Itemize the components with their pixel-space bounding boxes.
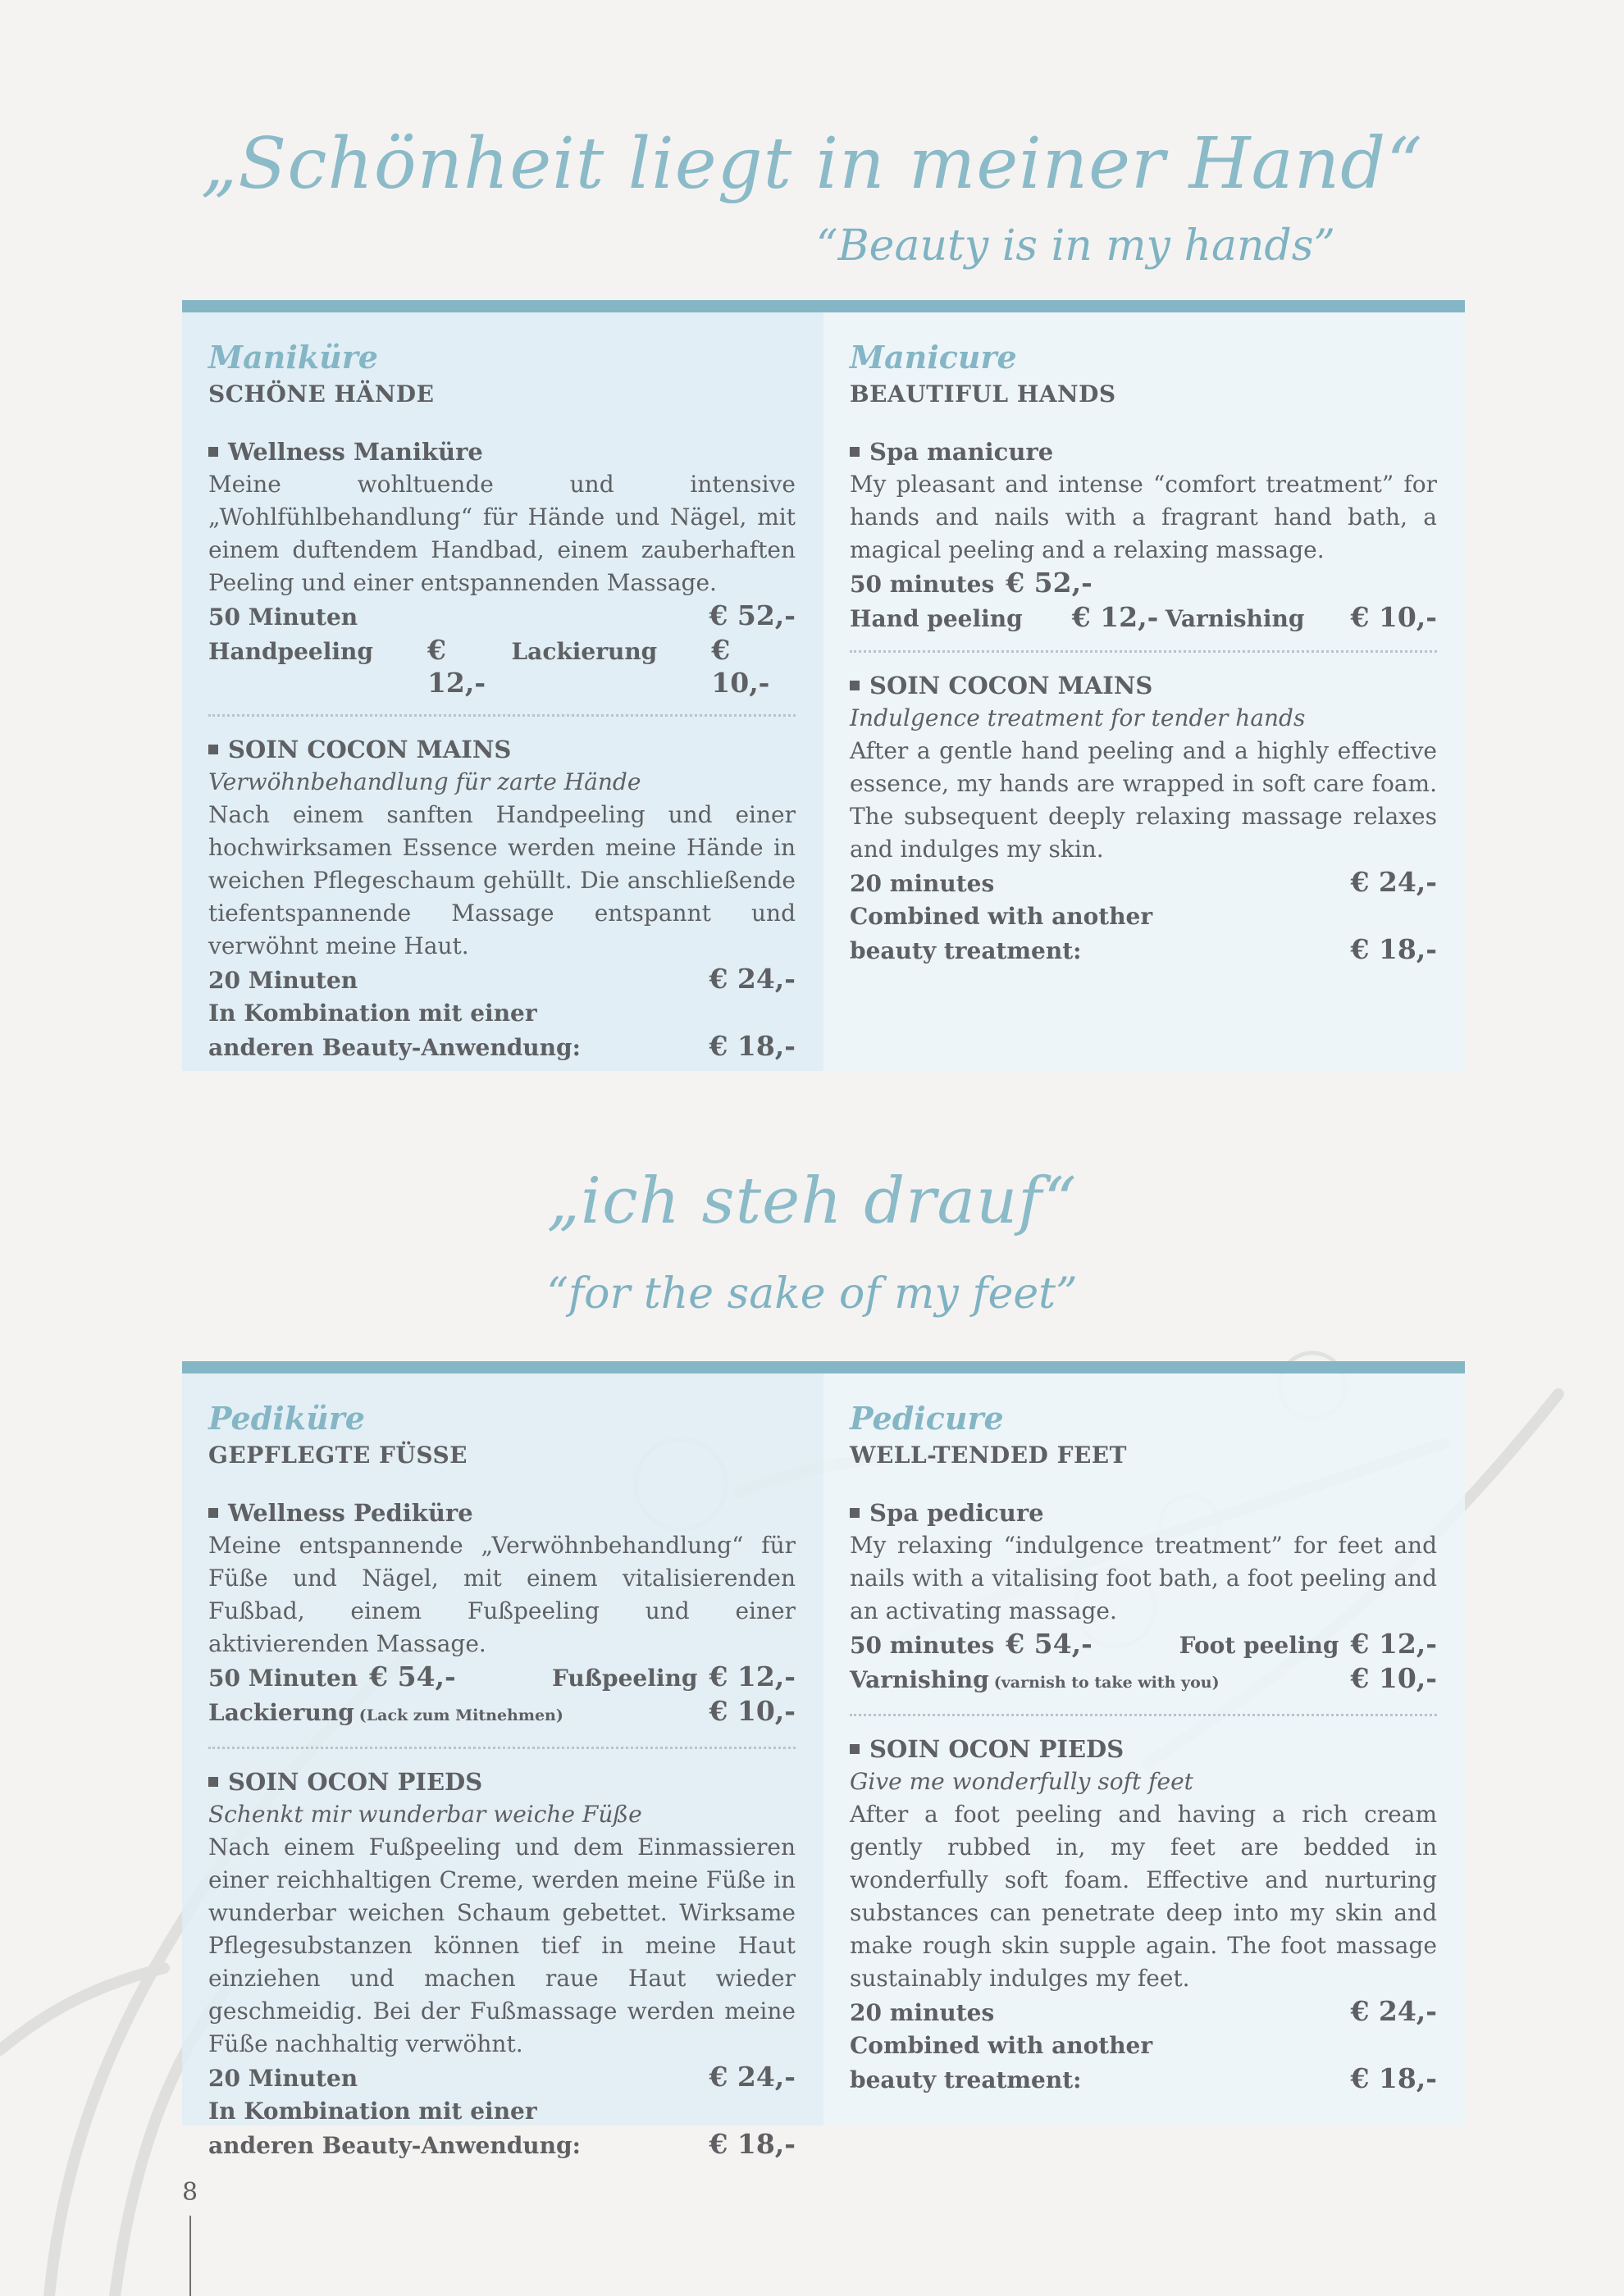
combo-row: anderen Beauty-Anwendung: € 18,- (208, 1030, 796, 1062)
section-title: Manicure (850, 339, 1017, 376)
treatment-name: SOIN OCON PIEDS (208, 1765, 796, 1798)
manicure-section (182, 300, 1465, 1071)
treatment-description: Nach einem sanften Handpeeling und einer hochwirksamen Essence werden meine Hände in weichen Pflegeschaum gehüllt. Die anschließende tiefentspannende Massage entspannt und verwöhnt meine Haut. (208, 801, 796, 959)
treatment-description: After a gentle hand peeling and a highly effective essence, my hands are wrapped in soft care foam. The subsequent deeply relaxing massage relaxes and indulges my skin. (850, 737, 1437, 863)
bullet-icon (850, 447, 860, 457)
treatment-description: Meine wohltuende und intensive „Wohlfühlbehandlung“ für Hände und Nägel, mit einem duftendem Handbad, einem zauberhaften Peeling und einer entspannenden Massage. (208, 471, 796, 596)
bullet-icon (208, 745, 218, 754)
combo-row: beauty treatment: € 18,- (850, 933, 1437, 965)
treatment-name: Spa manicure (850, 435, 1437, 468)
price-row: 50 Minuten € 52,- (208, 599, 796, 631)
combo-row: In Kombination mit einer (208, 2098, 537, 2125)
price-row: 20 minutes € 24,- (850, 1995, 1437, 2027)
extras-row: Handpeeling € 12,- Lackierung € 10,- (208, 634, 770, 699)
combo-row: In Kombination mit einer (208, 1000, 537, 1027)
price-row: 20 Minuten € 24,- (208, 963, 796, 995)
divider (850, 650, 1437, 653)
bullet-icon (208, 1508, 218, 1518)
pedicure-en-panel (823, 1374, 1465, 2125)
section-subtitle: BEAUTIFUL HANDS (850, 380, 1116, 408)
pedicure-section (182, 1361, 1465, 2160)
treatment-description: My relaxing “indulgence treatment” for feet and nails with a vitalising foot bath, a foot peeling and an activating massage. (850, 1532, 1437, 1624)
divider (850, 1714, 1437, 1716)
headline-script-feet: „ich steh drauf“ (546, 1164, 1078, 1238)
price-row: 50 Minuten € 54,- Fußpeeling € 12,- (208, 1660, 796, 1692)
price-row: 20 minutes € 24,- (850, 866, 1437, 898)
treatment-description: Meine entspannende „Verwöhnbehandlung“ für Füße und Nägel, mit einem vitalisierenden Fußbad, einem Fußpeeling und einer aktivierenden Massage. (208, 1532, 796, 1657)
section-title: Pediküre (208, 1400, 365, 1437)
treatment-name: Wellness Pediküre (208, 1496, 796, 1529)
price-row: 50 minutes € 52,- (850, 567, 1093, 599)
treatment-tagline: Indulgence treatment for tender hands (850, 704, 1306, 731)
treatment-tagline: Give me wonderfully soft feet (850, 1768, 1193, 1795)
treatment-tagline: Schenkt mir wunderbar weiche Füße (208, 1801, 642, 1828)
page-number-rule (189, 2216, 191, 2296)
treatment-tagline: Verwöhnbehandlung für zarte Hände (208, 768, 641, 795)
treatment-name: Wellness Maniküre (208, 435, 796, 468)
divider (208, 1747, 796, 1749)
treatment-description: My pleasant and intense “comfort treatment” for hands and nails with a fragrant hand bath, a magical peeling and a relaxing massage. (850, 471, 1437, 563)
headline-sub-feet: “for the sake of my feet” (546, 1269, 1078, 1319)
combo-row: Combined with another (850, 2032, 1153, 2059)
page-number: 8 (182, 2178, 198, 2207)
section-title: Pedicure (850, 1400, 1004, 1437)
section-subtitle: GEPFLEGTE FÜSSE (208, 1442, 468, 1469)
bullet-icon (850, 681, 860, 690)
treatment-name: SOIN COCON MAINS (208, 733, 796, 766)
bullet-icon (208, 1777, 218, 1787)
bullet-icon (850, 1508, 860, 1518)
bullet-icon (208, 447, 218, 457)
extras-row: Varnishing (varnish to take with you) € 10,- (850, 1662, 1437, 1694)
extras-row: Lackierung (Lack zum Mitnehmen) € 10,- (208, 1695, 796, 1727)
bullet-icon (850, 1744, 860, 1754)
manicure-en-panel (823, 312, 1465, 1071)
price-row: 20 Minuten € 24,- (208, 2061, 796, 2093)
treatment-name: Spa pedicure (850, 1496, 1437, 1529)
combo-row: Combined with another (850, 903, 1153, 930)
combo-row: beauty treatment: € 18,- (850, 2062, 1437, 2094)
treatment-name: SOIN COCON MAINS (850, 669, 1437, 702)
section-subtitle: SCHÖNE HÄNDE (208, 380, 435, 408)
headline-sub-hands: “Beauty is in my hands” (815, 221, 1335, 271)
treatment-description: Nach einem Fußpeeling und dem Einmassieren einer reichhaltigen Creme, werden meine Füße in wunderbar weichen Schaum gebettet. Wirksame Pflegesubstanzen können tief in meine Haut einziehen und machen raue Haut wieder geschmeidig. Bei der Fußmassage werden meine Füße nachhaltig verwöhnt. (208, 1834, 796, 2057)
treatment-name: SOIN OCON PIEDS (850, 1733, 1437, 1765)
extras-row: Hand peeling € 12,- Varnishing € 10,- (850, 601, 1437, 633)
treatment-description: After a foot peeling and having a rich cream gently rubbed in, my feet are bedded in wonderfully soft foam. Effective and nurturing substances can penetrate deep into my skin and make rough skin supple again. The foot massage sustainably indulges my feet. (850, 1801, 1437, 1992)
headline-script-hands: „Schönheit liegt in meiner Hand“ (200, 123, 1424, 205)
section-title: Maniküre (208, 339, 378, 376)
manicure-de-panel (182, 312, 823, 1071)
pedicure-de-panel (182, 1374, 823, 2160)
divider (208, 714, 796, 717)
price-row: 50 minutes € 54,- Foot peeling € 12,- (850, 1628, 1437, 1660)
combo-row: anderen Beauty-Anwendung: € 18,- (208, 2128, 796, 2160)
section-subtitle: WELL-TENDED FEET (850, 1442, 1127, 1469)
